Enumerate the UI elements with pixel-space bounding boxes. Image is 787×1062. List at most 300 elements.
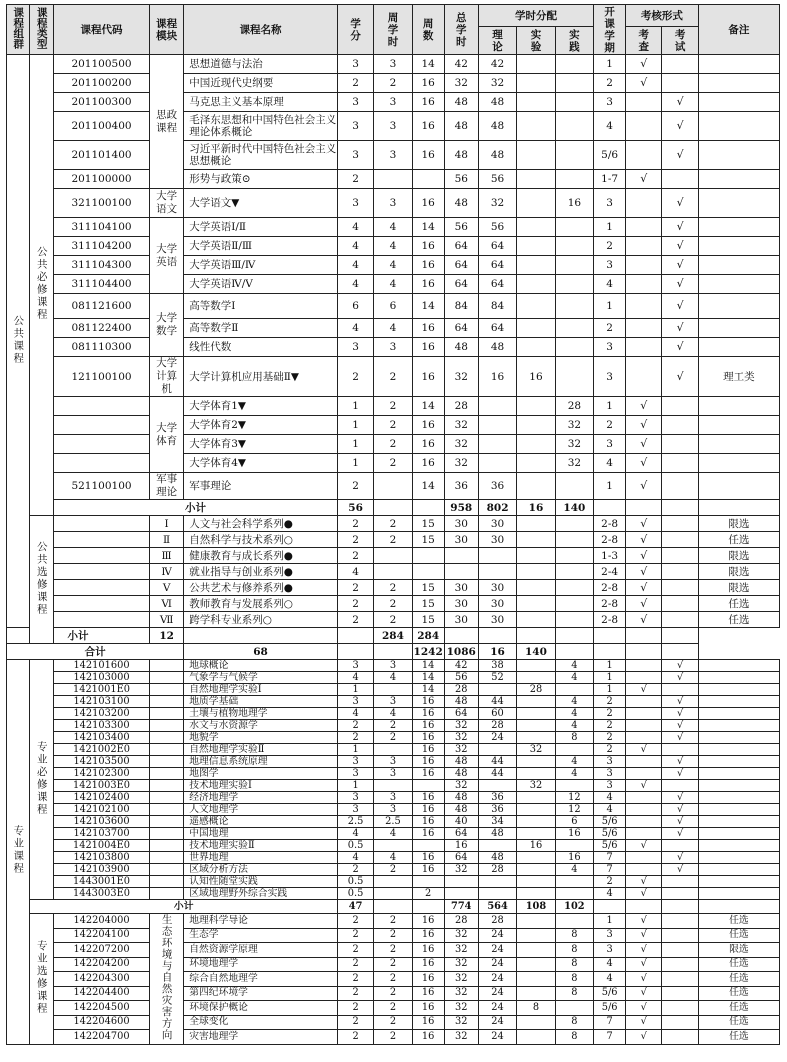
- weekly-cell: 6: [374, 294, 412, 319]
- table-body: [7, 55, 780, 1045]
- exam-cell: [662, 55, 698, 74]
- theory-cell: 30: [478, 612, 516, 628]
- code-cell: 142207200: [53, 943, 149, 958]
- weeks-cell: 16: [412, 189, 444, 218]
- course-name: 灾害地理学: [184, 1030, 338, 1045]
- prac-cell: [555, 780, 593, 792]
- theory-cell: 44: [478, 768, 516, 780]
- module-cell: [150, 189, 184, 218]
- exp-cell: [517, 816, 555, 828]
- prac-cell: 4: [555, 696, 593, 708]
- total-cell: 48: [444, 768, 478, 780]
- weekly-cell: [374, 840, 412, 852]
- remark-cell: [698, 319, 779, 338]
- sem-cell: 2-8: [594, 532, 626, 548]
- table-cell: [517, 596, 555, 612]
- table-cell: [626, 644, 662, 660]
- remark-cell: [698, 732, 779, 744]
- check-cell: [626, 756, 662, 768]
- weeks-cell: 16: [412, 928, 444, 943]
- prac-cell: [555, 914, 593, 929]
- remark-cell: [698, 708, 779, 720]
- prac-cell: 4: [555, 708, 593, 720]
- weeks-cell: 16: [412, 720, 444, 732]
- theory-cell: 802: [478, 500, 516, 516]
- code-cell: [53, 454, 149, 473]
- course-name: 自然地理学实验Ⅱ: [184, 744, 338, 756]
- check-cell: √: [626, 548, 662, 564]
- weekly-cell: 3: [374, 189, 412, 218]
- sem-cell: 3: [594, 256, 626, 275]
- total-cell: 1242: [413, 645, 443, 658]
- exp-cell: 8: [517, 1001, 555, 1016]
- total-cell: 42: [444, 660, 478, 672]
- sem-cell: 3: [594, 928, 626, 943]
- theory-cell: [478, 416, 516, 435]
- exp-cell: [517, 141, 555, 170]
- course-name: 环境保护概论: [184, 1001, 338, 1016]
- table-cell: [555, 564, 593, 580]
- table-cell: [555, 580, 593, 596]
- table-row: [7, 580, 780, 596]
- table-row: [7, 189, 780, 218]
- module-cell: [150, 828, 184, 840]
- sem-cell: 3: [594, 338, 626, 357]
- credit-cell: 2: [337, 928, 373, 943]
- remark-cell: [698, 720, 779, 732]
- exam-cell: √: [662, 112, 698, 141]
- credit-cell: 2: [337, 580, 373, 596]
- sem-cell: 7: [594, 1015, 626, 1030]
- remark-cell: [698, 189, 779, 218]
- weekly-cell: 2: [374, 416, 412, 435]
- course-name: 水文与水资源学: [184, 720, 338, 732]
- code-cell: [53, 564, 149, 580]
- exam-cell: [662, 780, 698, 792]
- total-cell: 32: [444, 720, 478, 732]
- prac-cell: [555, 888, 593, 900]
- weekly-cell: 3: [374, 338, 412, 357]
- exam-cell: [662, 516, 698, 532]
- sem-cell: 3: [594, 93, 626, 112]
- table-row: [7, 1015, 780, 1030]
- exam-cell: [662, 972, 698, 987]
- group-public-label: 公共课程: [12, 314, 25, 365]
- weekly-cell: 2: [374, 1030, 412, 1045]
- table-row: [7, 816, 780, 828]
- table-row: [7, 972, 780, 987]
- weekly-cell: 3: [374, 696, 412, 708]
- credit-cell: 2: [337, 1001, 373, 1016]
- check-cell: √: [626, 516, 662, 532]
- module-cell: Ⅵ: [150, 596, 184, 612]
- code-cell: 1443003E0: [53, 888, 149, 900]
- weeks-cell: 15: [412, 596, 444, 612]
- credit-cell: 3: [337, 756, 373, 768]
- weeks-cell: 16: [412, 943, 444, 958]
- total-cell: 32: [444, 357, 478, 397]
- exam-cell: [662, 1030, 698, 1045]
- course-name: 人文地理学: [184, 804, 338, 816]
- module-cell: [150, 684, 184, 696]
- weekly-cell: 4: [374, 237, 412, 256]
- exam-cell: [662, 435, 698, 454]
- course-name: 地质学基础: [184, 696, 338, 708]
- theory-cell: 38: [478, 660, 516, 672]
- module-cell: [150, 660, 184, 672]
- table-cell: [517, 516, 555, 532]
- code-cell: [53, 416, 149, 435]
- prac-cell: [555, 112, 593, 141]
- total-cell: 32: [444, 780, 478, 792]
- exam-cell: [662, 397, 698, 416]
- table-row: [7, 1001, 780, 1016]
- table-cell: [412, 900, 444, 914]
- subtotal-label: 小计: [53, 500, 337, 516]
- weeks-cell: 16: [412, 708, 444, 720]
- exp-cell: [517, 864, 555, 876]
- remark-cell: 限选: [698, 564, 779, 580]
- course-name: 大学语文▼: [184, 189, 338, 218]
- subtotal-row: [7, 500, 780, 516]
- table-cell: [444, 628, 478, 644]
- weeks-cell: 16: [412, 74, 444, 93]
- sem-cell: 1: [594, 294, 626, 319]
- subtotal-row: [7, 900, 780, 914]
- credit-cell: 2: [337, 170, 373, 189]
- weekly-cell: 2: [374, 596, 412, 612]
- module-cell: [150, 732, 184, 744]
- weeks-cell: 16: [412, 732, 444, 744]
- prac-cell: 8: [555, 732, 593, 744]
- remark-cell: [698, 275, 779, 294]
- theory-cell: [478, 684, 516, 696]
- theory-cell: 44: [478, 696, 516, 708]
- exam-cell: [662, 454, 698, 473]
- subtotal-label: 小计: [7, 628, 150, 644]
- weeks-cell: 14: [412, 473, 444, 500]
- exam-cell: √: [662, 792, 698, 804]
- table-cell: [662, 644, 698, 660]
- total-cell: 32: [444, 1001, 478, 1016]
- prac-cell: [555, 684, 593, 696]
- credit-cell: 3: [337, 55, 373, 74]
- table-cell: [517, 628, 555, 644]
- check-cell: [626, 319, 662, 338]
- check-cell: √: [626, 684, 662, 696]
- check-cell: √: [626, 1001, 662, 1016]
- credit-cell: 3: [337, 141, 373, 170]
- total-cell: 32: [444, 943, 478, 958]
- table-cell: [374, 900, 412, 914]
- prac-cell: [555, 840, 593, 852]
- exp-cell: [517, 876, 555, 888]
- credit-cell: 2: [337, 943, 373, 958]
- exp-cell: [517, 454, 555, 473]
- type-maj-elective-label: 专业选修课程: [35, 939, 48, 1015]
- check-cell: [626, 864, 662, 876]
- total-cell: [444, 876, 478, 888]
- module-cell: Ⅳ: [150, 564, 184, 580]
- table-row: [7, 338, 780, 357]
- module-label: 思政课程: [156, 108, 178, 134]
- code-cell: 142101600: [53, 660, 149, 672]
- course-name: 形势与政策⊙: [184, 170, 338, 189]
- course-name: 综合自然地理学: [184, 972, 338, 987]
- exp-cell: 16: [517, 500, 555, 516]
- theory-cell: [478, 840, 516, 852]
- weekly-cell: [374, 548, 412, 564]
- credit-cell: 2: [337, 357, 373, 397]
- table-cell: [555, 644, 593, 660]
- remark-cell: [698, 112, 779, 141]
- exam-cell: [662, 928, 698, 943]
- theory-cell: 30: [478, 596, 516, 612]
- check-cell: √: [626, 744, 662, 756]
- weeks-cell: 15: [412, 516, 444, 532]
- remark-cell: [698, 864, 779, 876]
- credit-cell: 2: [337, 548, 373, 564]
- weekly-cell: 3: [374, 804, 412, 816]
- course-name: 大学计算机应用基础Ⅱ▼: [184, 357, 338, 397]
- remark-cell: 理工类: [698, 357, 779, 397]
- exam-cell: [662, 170, 698, 189]
- weekly-cell: 4: [374, 275, 412, 294]
- theory-cell: 16: [478, 357, 516, 397]
- remark-cell: 任选: [698, 972, 779, 987]
- credit-cell: 3: [337, 792, 373, 804]
- sem-cell: 4: [594, 112, 626, 141]
- credit-cell: 1: [337, 397, 373, 416]
- exp-cell: [517, 1030, 555, 1045]
- exp-cell: [517, 294, 555, 319]
- subtotal-label: 小计: [30, 900, 337, 914]
- course-name: 中国地理: [184, 828, 338, 840]
- credit-cell: 2: [337, 720, 373, 732]
- header-weeks: 周数: [412, 5, 444, 55]
- exam-cell: √: [662, 828, 698, 840]
- weekly-cell: 2: [374, 1001, 412, 1016]
- code-cell: 311104300: [53, 256, 149, 275]
- remark-cell: [698, 416, 779, 435]
- type-pub-required: [30, 55, 53, 516]
- remark-cell: 任选: [698, 986, 779, 1001]
- check-cell: [626, 768, 662, 780]
- credit-cell: 2: [337, 516, 373, 532]
- module-cell: [150, 720, 184, 732]
- sem-cell: 1: [594, 672, 626, 684]
- exp-cell: [517, 319, 555, 338]
- theory-cell: 52: [478, 672, 516, 684]
- header-group: 课程组群: [7, 5, 30, 55]
- module-cell: [150, 672, 184, 684]
- weeks-cell: 2: [412, 888, 444, 900]
- credit-cell: 2: [337, 612, 373, 628]
- check-cell: [626, 237, 662, 256]
- theory-cell: 36: [478, 792, 516, 804]
- code-cell: 1443001E0: [53, 876, 149, 888]
- module-cell: [150, 792, 184, 804]
- exp-cell: [517, 828, 555, 840]
- exam-cell: √: [662, 708, 698, 720]
- module-cell: [150, 876, 184, 888]
- theory-cell: 48: [478, 93, 516, 112]
- table-row: [7, 55, 780, 74]
- prac-cell: 32: [555, 435, 593, 454]
- code-cell: 1421003E0: [53, 780, 149, 792]
- code-cell: 142103700: [53, 828, 149, 840]
- module-label: 大学体育: [156, 421, 178, 447]
- credit-cell: 2: [337, 1015, 373, 1030]
- check-cell: [626, 294, 662, 319]
- theory-cell: 48: [478, 852, 516, 864]
- weekly-cell: 2: [374, 357, 412, 397]
- module-cell: [150, 768, 184, 780]
- credit-cell: 4: [337, 275, 373, 294]
- exp-cell: 32: [517, 780, 555, 792]
- header-practice: 实践: [555, 27, 593, 55]
- total-cell: 64: [444, 256, 478, 275]
- check-cell: √: [626, 580, 662, 596]
- weekly-cell: 4: [374, 828, 412, 840]
- module-cell: [150, 804, 184, 816]
- table-row: [7, 256, 780, 275]
- remark-cell: [698, 338, 779, 357]
- weekly-cell: 2: [374, 986, 412, 1001]
- table-cell: [626, 628, 662, 644]
- exp-cell: [517, 720, 555, 732]
- weeks-cell: 16: [412, 275, 444, 294]
- weekly-cell: 2: [374, 532, 412, 548]
- exp-cell: [517, 218, 555, 237]
- weeks-cell: 16: [412, 804, 444, 816]
- total-cell: 48: [444, 696, 478, 708]
- course-name: 思想道德与法治: [184, 55, 338, 74]
- remark-cell: [698, 256, 779, 275]
- total-cell: 64: [444, 319, 478, 338]
- module-label: 大学语文: [156, 190, 178, 215]
- total-cell: 32: [444, 74, 478, 93]
- credit-cell: 2: [337, 972, 373, 987]
- theory-cell: 84: [478, 294, 516, 319]
- table-cell: [374, 644, 412, 660]
- remark-cell: [698, 454, 779, 473]
- total-cell: 56: [444, 218, 478, 237]
- table-row: [7, 112, 780, 141]
- check-cell: √: [626, 170, 662, 189]
- theory-cell: [478, 744, 516, 756]
- sem-cell: 2: [594, 876, 626, 888]
- prac-cell: 8: [555, 943, 593, 958]
- check-cell: [626, 189, 662, 218]
- total-cell: 32: [444, 864, 478, 876]
- module-cell: Ⅶ: [150, 612, 184, 628]
- weeks-cell: [412, 548, 444, 564]
- course-name: 土壤与植物地理学: [184, 708, 338, 720]
- weekly-cell: 3: [374, 768, 412, 780]
- check-cell: √: [626, 564, 662, 580]
- exam-cell: [662, 74, 698, 93]
- exam-cell: [662, 532, 698, 548]
- weeks-cell: 16: [412, 237, 444, 256]
- theory-cell: 48: [478, 828, 516, 840]
- prac-cell: 4: [555, 720, 593, 732]
- theory-cell: 36: [478, 473, 516, 500]
- header-total: 总学时: [444, 5, 478, 55]
- weekly-cell: [374, 876, 412, 888]
- sem-cell: 5/6: [594, 816, 626, 828]
- table-cell: [517, 532, 555, 548]
- table-cell: [555, 516, 593, 532]
- sem-cell: 1: [594, 397, 626, 416]
- code-cell: 142204300: [53, 972, 149, 987]
- code-cell: 142103200: [53, 708, 149, 720]
- code-cell: 142103400: [53, 732, 149, 744]
- prac-cell: [555, 876, 593, 888]
- weeks-cell: 16: [412, 828, 444, 840]
- prac-cell: 4: [555, 660, 593, 672]
- exam-cell: [662, 596, 698, 612]
- theory-cell: 24: [478, 1030, 516, 1045]
- table-cell: [374, 500, 412, 516]
- sem-cell: 3: [594, 189, 626, 218]
- total-cell: 48: [444, 792, 478, 804]
- prac-cell: 140: [517, 644, 555, 660]
- table-cell: [594, 500, 626, 516]
- prac-cell: 8: [555, 1030, 593, 1045]
- weekly-cell: [374, 744, 412, 756]
- prac-cell: [555, 744, 593, 756]
- exam-cell: [662, 1015, 698, 1030]
- code-cell: 521100100: [53, 473, 149, 500]
- credit-cell: 4: [337, 828, 373, 840]
- table-header: [7, 5, 780, 55]
- theory-cell: 24: [478, 1001, 516, 1016]
- table-row: [7, 780, 780, 792]
- course-name: 大学体育4▼: [184, 454, 338, 473]
- sem-cell: 7: [594, 864, 626, 876]
- table-cell: [184, 628, 338, 644]
- credit-cell: 1: [337, 435, 373, 454]
- exam-cell: [662, 473, 698, 500]
- exam-cell: [662, 840, 698, 852]
- code-cell: 321100100: [53, 189, 149, 218]
- sem-cell: 5/6: [594, 840, 626, 852]
- weeks-cell: 16: [412, 1030, 444, 1045]
- credit-cell: 3: [337, 112, 373, 141]
- module-cell: [150, 816, 184, 828]
- sem-cell: 3: [594, 943, 626, 958]
- exp-cell: 28: [517, 684, 555, 696]
- exam-cell: √: [662, 256, 698, 275]
- weekly-cell: 2: [374, 74, 412, 93]
- prac-cell: [555, 74, 593, 93]
- exam-cell: [662, 744, 698, 756]
- check-cell: [626, 732, 662, 744]
- code-cell: 311104200: [53, 237, 149, 256]
- total-cell: 32: [444, 972, 478, 987]
- theory-cell: 24: [478, 943, 516, 958]
- table-row: [7, 957, 780, 972]
- exam-cell: [662, 876, 698, 888]
- sem-cell: 3: [594, 357, 626, 397]
- module-label: 大学英语: [156, 242, 178, 268]
- table-cell: [698, 900, 779, 914]
- total-cell: 48: [444, 141, 478, 170]
- remark-cell: [698, 840, 779, 852]
- sem-cell: 1-3: [594, 548, 626, 564]
- check-cell: [626, 852, 662, 864]
